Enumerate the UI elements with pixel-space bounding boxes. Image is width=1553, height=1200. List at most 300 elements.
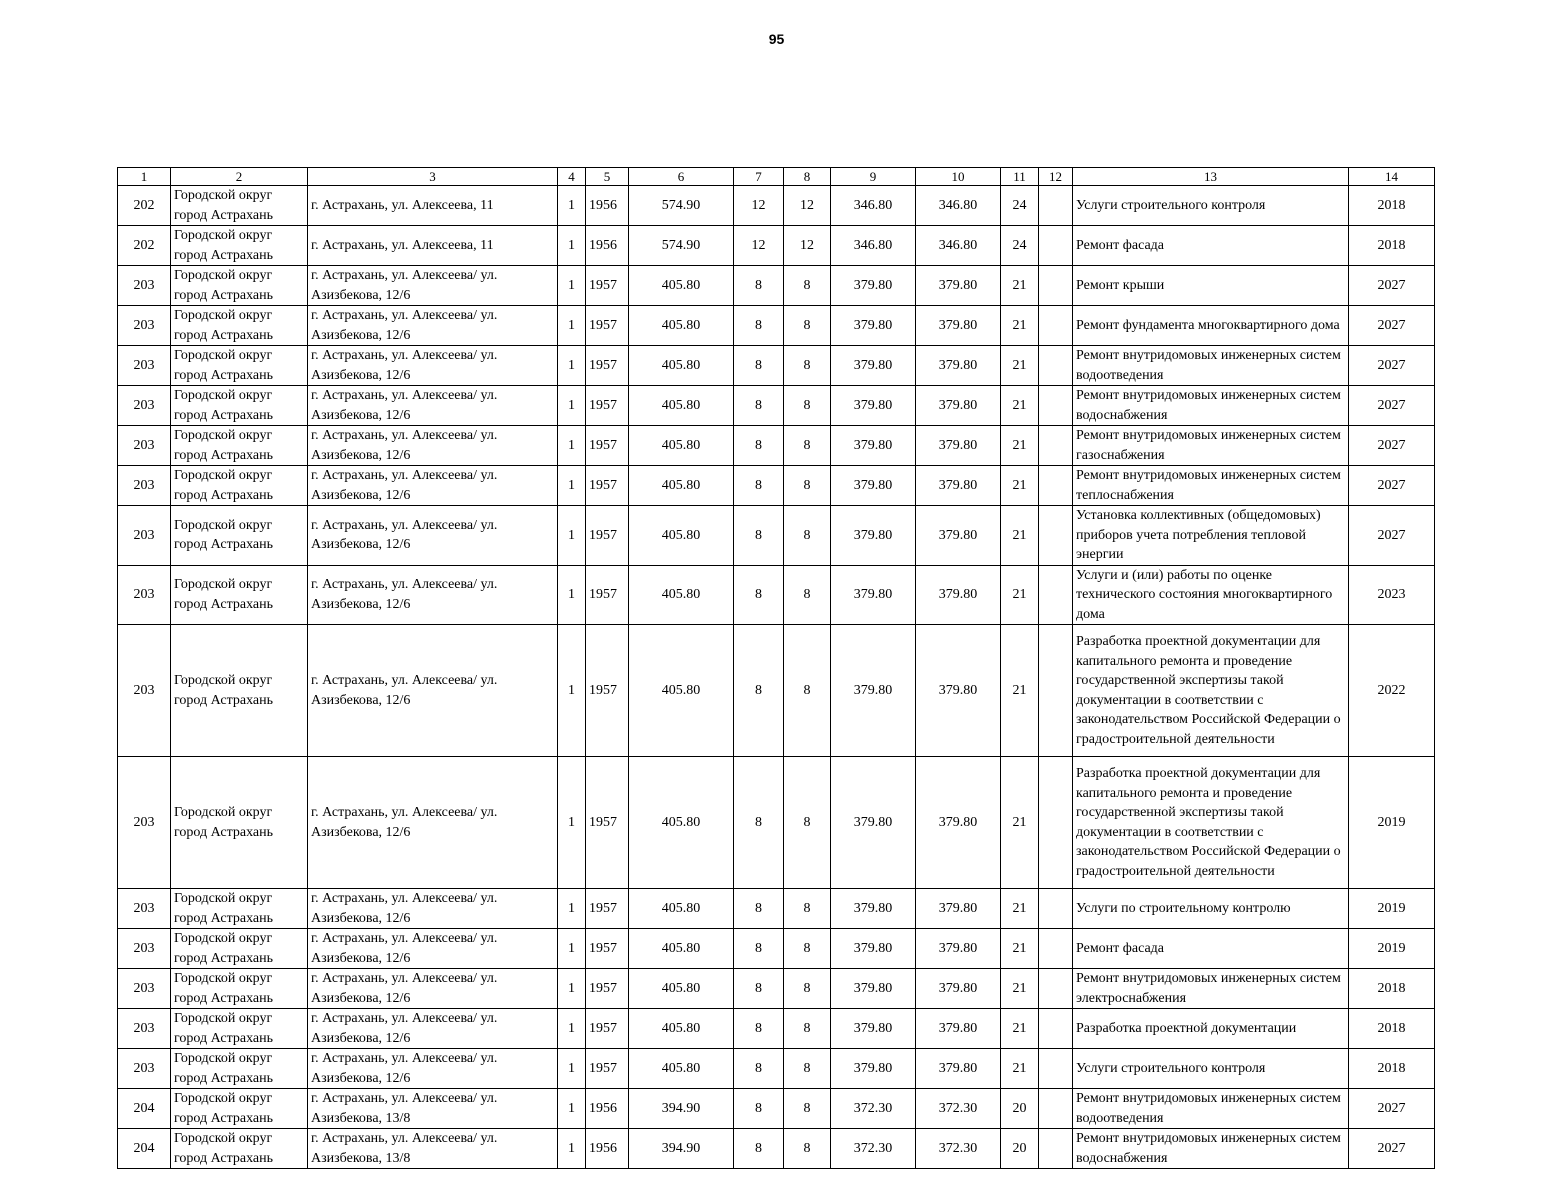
col-8-value: 8: [784, 889, 831, 929]
col-4-value: 1: [558, 969, 586, 1009]
col-12-value: [1039, 929, 1073, 969]
col-7-value: 8: [734, 565, 784, 625]
col-11-value: 21: [1001, 506, 1039, 566]
col-11-value: 21: [1001, 929, 1039, 969]
table-row: [118, 306, 1435, 346]
col-10-value: 379.80: [916, 929, 1001, 969]
address: г. Астрахань, ул. Алексеева/ ул. Азизбекова, 12/6: [308, 1009, 558, 1049]
col-10-value: 379.80: [916, 969, 1001, 1009]
col-7-value: 8: [734, 889, 784, 929]
col-8-value: 8: [784, 565, 831, 625]
municipality: Городской округ город Астрахань: [171, 929, 308, 969]
table-row: [118, 506, 1435, 566]
col-7-value: 8: [734, 1049, 784, 1089]
row-number: 203: [118, 506, 171, 566]
year-built: 1957: [586, 346, 629, 386]
planned-year: 2027: [1349, 1129, 1435, 1169]
header-cell: 6: [629, 168, 734, 186]
col-7-value: 8: [734, 426, 784, 466]
col-12-value: [1039, 346, 1073, 386]
planned-year: 2018: [1349, 186, 1435, 226]
col-4-value: 1: [558, 1009, 586, 1049]
col-8-value: 8: [784, 1049, 831, 1089]
col-11-value: 21: [1001, 1009, 1039, 1049]
col-11-value: 21: [1001, 625, 1039, 757]
planned-year: 2027: [1349, 266, 1435, 306]
table-row: [118, 466, 1435, 506]
table-row: [118, 386, 1435, 426]
col-9-value: 379.80: [831, 929, 916, 969]
row-number: 202: [118, 186, 171, 226]
col-12-value: [1039, 186, 1073, 226]
year-built: 1957: [586, 266, 629, 306]
address: г. Астрахань, ул. Алексеева/ ул. Азизбекова, 12/6: [308, 565, 558, 625]
col-7-value: 8: [734, 969, 784, 1009]
col-9-value: 379.80: [831, 565, 916, 625]
planned-year: 2027: [1349, 346, 1435, 386]
col-6-value: 394.90: [629, 1129, 734, 1169]
municipality: Городской округ город Астрахань: [171, 1129, 308, 1169]
col-4-value: 1: [558, 757, 586, 889]
col-11-value: 24: [1001, 186, 1039, 226]
work-type: Ремонт внутридомовых инженерных систем теплоснабжения: [1073, 466, 1349, 506]
col-8-value: 8: [784, 506, 831, 566]
col-10-value: 346.80: [916, 226, 1001, 266]
col-12-value: [1039, 226, 1073, 266]
municipality: Городской округ город Астрахань: [171, 565, 308, 625]
work-type: Ремонт фасада: [1073, 929, 1349, 969]
col-6-value: 405.80: [629, 929, 734, 969]
table-row: [118, 565, 1435, 625]
year-built: 1957: [586, 306, 629, 346]
col-4-value: 1: [558, 889, 586, 929]
table-row: [118, 929, 1435, 969]
header-cell: 11: [1001, 168, 1039, 186]
planned-year: 2022: [1349, 625, 1435, 757]
col-6-value: 574.90: [629, 226, 734, 266]
col-7-value: 8: [734, 757, 784, 889]
col-6-value: 405.80: [629, 757, 734, 889]
col-10-value: 379.80: [916, 306, 1001, 346]
work-type: Услуги строительного контроля: [1073, 186, 1349, 226]
col-9-value: 379.80: [831, 1049, 916, 1089]
col-8-value: 8: [784, 1129, 831, 1169]
row-number: 203: [118, 969, 171, 1009]
col-4-value: 1: [558, 426, 586, 466]
address: г. Астрахань, ул. Алексеева, 11: [308, 186, 558, 226]
row-number: 202: [118, 226, 171, 266]
col-7-value: 8: [734, 625, 784, 757]
address: г. Астрахань, ул. Алексеева/ ул. Азизбекова, 12/6: [308, 426, 558, 466]
col-6-value: 405.80: [629, 1049, 734, 1089]
work-type: Установка коллективных (общедомовых) приборов учета потребления тепловой энергии: [1073, 506, 1349, 566]
address: г. Астрахань, ул. Алексеева/ ул. Азизбекова, 12/6: [308, 346, 558, 386]
col-4-value: 1: [558, 1049, 586, 1089]
municipality: Городской округ город Астрахань: [171, 346, 308, 386]
row-number: 203: [118, 346, 171, 386]
address: г. Астрахань, ул. Алексеева/ ул. Азизбекова, 12/6: [308, 969, 558, 1009]
col-12-value: [1039, 266, 1073, 306]
year-built: 1957: [586, 1049, 629, 1089]
address: г. Астрахань, ул. Алексеева/ ул. Азизбекова, 12/6: [308, 1049, 558, 1089]
col-12-value: [1039, 889, 1073, 929]
col-6-value: 405.80: [629, 266, 734, 306]
col-12-value: [1039, 306, 1073, 346]
address: г. Астрахань, ул. Алексеева/ ул. Азизбекова, 12/6: [308, 386, 558, 426]
col-7-value: 8: [734, 306, 784, 346]
col-9-value: 379.80: [831, 386, 916, 426]
address: г. Астрахань, ул. Алексеева/ ул. Азизбекова, 13/8: [308, 1089, 558, 1129]
col-11-value: 21: [1001, 266, 1039, 306]
col-7-value: 12: [734, 226, 784, 266]
planned-year: 2019: [1349, 929, 1435, 969]
work-type: Ремонт внутридомовых инженерных систем газоснабжения: [1073, 426, 1349, 466]
planned-year: 2027: [1349, 506, 1435, 566]
col-8-value: 8: [784, 306, 831, 346]
row-number: 203: [118, 565, 171, 625]
table-row: [118, 1049, 1435, 1089]
planned-year: 2018: [1349, 1009, 1435, 1049]
address: г. Астрахань, ул. Алексеева, 11: [308, 226, 558, 266]
header-cell: 8: [784, 168, 831, 186]
col-8-value: 8: [784, 969, 831, 1009]
col-9-value: 379.80: [831, 889, 916, 929]
year-built: 1957: [586, 565, 629, 625]
col-11-value: 21: [1001, 565, 1039, 625]
col-9-value: 346.80: [831, 226, 916, 266]
year-built: 1957: [586, 929, 629, 969]
col-9-value: 379.80: [831, 346, 916, 386]
col-7-value: 8: [734, 466, 784, 506]
table-row: [118, 266, 1435, 306]
year-built: 1956: [586, 1129, 629, 1169]
col-12-value: [1039, 969, 1073, 1009]
header-cell: 9: [831, 168, 916, 186]
year-built: 1957: [586, 506, 629, 566]
col-4-value: 1: [558, 386, 586, 426]
col-4-value: 1: [558, 226, 586, 266]
col-7-value: 8: [734, 1009, 784, 1049]
municipality: Городской округ город Астрахань: [171, 1049, 308, 1089]
col-7-value: 8: [734, 266, 784, 306]
work-type: Ремонт внутридомовых инженерных систем электроснабжения: [1073, 969, 1349, 1009]
planned-year: 2018: [1349, 969, 1435, 1009]
col-10-value: 379.80: [916, 565, 1001, 625]
col-8-value: 8: [784, 346, 831, 386]
municipality: Городской округ город Астрахань: [171, 266, 308, 306]
col-9-value: 379.80: [831, 306, 916, 346]
col-6-value: 405.80: [629, 426, 734, 466]
year-built: 1957: [586, 386, 629, 426]
table-row: [118, 625, 1435, 757]
col-8-value: 8: [784, 426, 831, 466]
col-11-value: 21: [1001, 757, 1039, 889]
col-11-value: 21: [1001, 346, 1039, 386]
col-8-value: 8: [784, 386, 831, 426]
year-built: 1957: [586, 466, 629, 506]
header-cell: 3: [308, 168, 558, 186]
municipality: Городской округ город Астрахань: [171, 625, 308, 757]
col-4-value: 1: [558, 929, 586, 969]
col-10-value: 379.80: [916, 426, 1001, 466]
year-built: 1957: [586, 757, 629, 889]
work-type: Разработка проектной документации: [1073, 1009, 1349, 1049]
row-number: 204: [118, 1089, 171, 1129]
col-8-value: 8: [784, 929, 831, 969]
col-10-value: 379.80: [916, 889, 1001, 929]
col-6-value: 394.90: [629, 1089, 734, 1129]
address: г. Астрахань, ул. Алексеева/ ул. Азизбекова, 13/8: [308, 1129, 558, 1169]
year-built: 1956: [586, 1089, 629, 1129]
table-row: [118, 346, 1435, 386]
work-type: Разработка проектной документации для капитального ремонта и проведение государственной экспертизы такой документации в соответствии с законодательством Российской Федерации о градостроительной деятельности: [1073, 625, 1349, 757]
row-number: 203: [118, 1009, 171, 1049]
col-9-value: 379.80: [831, 506, 916, 566]
col-4-value: 1: [558, 346, 586, 386]
work-type: Услуги и (или) работы по оценке технического состояния многоквартирного дома: [1073, 565, 1349, 625]
table-row: [118, 1089, 1435, 1129]
table-row: [118, 426, 1435, 466]
col-10-value: 379.80: [916, 1009, 1001, 1049]
col-9-value: 379.80: [831, 625, 916, 757]
col-12-value: [1039, 506, 1073, 566]
col-6-value: 405.80: [629, 625, 734, 757]
planned-year: 2027: [1349, 426, 1435, 466]
address: г. Астрахань, ул. Алексеева/ ул. Азизбекова, 12/6: [308, 929, 558, 969]
col-10-value: 379.80: [916, 757, 1001, 889]
col-8-value: 8: [784, 1009, 831, 1049]
col-6-value: 405.80: [629, 565, 734, 625]
col-10-value: 379.80: [916, 1049, 1001, 1089]
col-9-value: 379.80: [831, 1009, 916, 1049]
col-9-value: 379.80: [831, 426, 916, 466]
col-8-value: 8: [784, 266, 831, 306]
table-row: [118, 226, 1435, 266]
year-built: 1957: [586, 1009, 629, 1049]
col-8-value: 12: [784, 226, 831, 266]
col-9-value: 346.80: [831, 186, 916, 226]
planned-year: 2023: [1349, 565, 1435, 625]
municipality: Городской округ город Астрахань: [171, 386, 308, 426]
page-number: 95: [768, 31, 785, 47]
municipality: Городской округ город Астрахань: [171, 426, 308, 466]
row-number: 203: [118, 266, 171, 306]
work-type: Ремонт внутридомовых инженерных систем водоснабжения: [1073, 1129, 1349, 1169]
col-8-value: 8: [784, 625, 831, 757]
planned-year: 2027: [1349, 1089, 1435, 1129]
work-type: Ремонт внутридомовых инженерных систем водоснабжения: [1073, 386, 1349, 426]
col-12-value: [1039, 386, 1073, 426]
year-built: 1957: [586, 625, 629, 757]
table-row: [118, 889, 1435, 929]
row-number: 203: [118, 929, 171, 969]
col-10-value: 379.80: [916, 266, 1001, 306]
row-number: 203: [118, 889, 171, 929]
table-row: [118, 1129, 1435, 1169]
col-6-value: 405.80: [629, 1009, 734, 1049]
work-type: Услуги по строительному контролю: [1073, 889, 1349, 929]
col-12-value: [1039, 757, 1073, 889]
year-built: 1956: [586, 186, 629, 226]
col-12-value: [1039, 1089, 1073, 1129]
col-7-value: 8: [734, 506, 784, 566]
col-10-value: 379.80: [916, 506, 1001, 566]
table-row: [118, 186, 1435, 226]
address: г. Астрахань, ул. Алексеева/ ул. Азизбекова, 12/6: [308, 266, 558, 306]
col-6-value: 405.80: [629, 306, 734, 346]
col-4-value: 1: [558, 1129, 586, 1169]
planned-year: 2027: [1349, 466, 1435, 506]
planned-year: 2019: [1349, 889, 1435, 929]
col-10-value: 346.80: [916, 186, 1001, 226]
col-6-value: 574.90: [629, 186, 734, 226]
planned-year: 2027: [1349, 386, 1435, 426]
row-number: 203: [118, 466, 171, 506]
header-cell: 5: [586, 168, 629, 186]
col-8-value: 8: [784, 1089, 831, 1129]
col-6-value: 405.80: [629, 386, 734, 426]
col-11-value: 21: [1001, 466, 1039, 506]
header-cell: 7: [734, 168, 784, 186]
col-4-value: 1: [558, 506, 586, 566]
year-built: 1957: [586, 969, 629, 1009]
col-10-value: 372.30: [916, 1089, 1001, 1129]
col-12-value: [1039, 426, 1073, 466]
row-number: 203: [118, 625, 171, 757]
municipality: Городской округ город Астрахань: [171, 466, 308, 506]
header-cell: 14: [1349, 168, 1435, 186]
col-6-value: 405.80: [629, 889, 734, 929]
address: г. Астрахань, ул. Алексеева/ ул. Азизбекова, 12/6: [308, 506, 558, 566]
planned-year: 2027: [1349, 306, 1435, 346]
table-row: [118, 969, 1435, 1009]
col-11-value: 20: [1001, 1129, 1039, 1169]
col-4-value: 1: [558, 306, 586, 346]
col-7-value: 12: [734, 186, 784, 226]
col-9-value: 372.30: [831, 1089, 916, 1129]
header-cell: 13: [1073, 168, 1349, 186]
municipality: Городской округ город Астрахань: [171, 1089, 308, 1129]
col-11-value: 20: [1001, 1089, 1039, 1129]
col-10-value: 379.80: [916, 346, 1001, 386]
row-number: 203: [118, 426, 171, 466]
municipality: Городской округ город Астрахань: [171, 226, 308, 266]
row-number: 203: [118, 757, 171, 889]
table-row: [118, 1009, 1435, 1049]
col-12-value: [1039, 625, 1073, 757]
row-number: 203: [118, 386, 171, 426]
col-4-value: 1: [558, 1089, 586, 1129]
municipality: Городской округ город Астрахань: [171, 969, 308, 1009]
work-type: Услуги строительного контроля: [1073, 1049, 1349, 1089]
table-row: [118, 757, 1435, 889]
planned-year: 2018: [1349, 226, 1435, 266]
col-10-value: 372.30: [916, 1129, 1001, 1169]
municipality: Городской округ город Астрахань: [171, 306, 308, 346]
municipality: Городской округ город Астрахань: [171, 1009, 308, 1049]
row-number: 203: [118, 1049, 171, 1089]
col-4-value: 1: [558, 625, 586, 757]
header-cell: 4: [558, 168, 586, 186]
col-12-value: [1039, 1009, 1073, 1049]
col-6-value: 405.80: [629, 506, 734, 566]
col-9-value: 372.30: [831, 1129, 916, 1169]
col-12-value: [1039, 466, 1073, 506]
col-7-value: 8: [734, 1089, 784, 1129]
col-11-value: 21: [1001, 386, 1039, 426]
col-9-value: 379.80: [831, 969, 916, 1009]
address: г. Астрахань, ул. Алексеева/ ул. Азизбекова, 12/6: [308, 625, 558, 757]
col-11-value: 21: [1001, 426, 1039, 466]
col-8-value: 8: [784, 466, 831, 506]
col-10-value: 379.80: [916, 625, 1001, 757]
row-number: 204: [118, 1129, 171, 1169]
col-4-value: 1: [558, 466, 586, 506]
work-type: Ремонт фасада: [1073, 226, 1349, 266]
col-9-value: 379.80: [831, 757, 916, 889]
col-11-value: 21: [1001, 1049, 1039, 1089]
header-cell: 2: [171, 168, 308, 186]
year-built: 1957: [586, 889, 629, 929]
col-6-value: 405.80: [629, 969, 734, 1009]
col-4-value: 1: [558, 565, 586, 625]
col-6-value: 405.80: [629, 346, 734, 386]
work-type: Ремонт фундамента многоквартирного дома: [1073, 306, 1349, 346]
col-6-value: 405.80: [629, 466, 734, 506]
address: г. Астрахань, ул. Алексеева/ ул. Азизбекова, 12/6: [308, 466, 558, 506]
col-7-value: 8: [734, 1129, 784, 1169]
col-9-value: 379.80: [831, 266, 916, 306]
col-11-value: 21: [1001, 889, 1039, 929]
col-11-value: 24: [1001, 226, 1039, 266]
col-11-value: 21: [1001, 969, 1039, 1009]
work-type: Ремонт внутридомовых инженерных систем водоотведения: [1073, 346, 1349, 386]
col-10-value: 379.80: [916, 466, 1001, 506]
row-number: 203: [118, 306, 171, 346]
col-8-value: 8: [784, 757, 831, 889]
planned-year: 2019: [1349, 757, 1435, 889]
col-12-value: [1039, 565, 1073, 625]
col-12-value: [1039, 1129, 1073, 1169]
year-built: 1956: [586, 226, 629, 266]
year-built: 1957: [586, 426, 629, 466]
col-7-value: 8: [734, 929, 784, 969]
planned-year: 2018: [1349, 1049, 1435, 1089]
col-7-value: 8: [734, 346, 784, 386]
capital-repair-table: [117, 167, 1435, 1169]
col-11-value: 21: [1001, 306, 1039, 346]
work-type: Разработка проектной документации для капитального ремонта и проведение государственной экспертизы такой документации в соответствии с законодательством Российской Федерации о градостроительной деятельности: [1073, 757, 1349, 889]
col-4-value: 1: [558, 186, 586, 226]
col-12-value: [1039, 1049, 1073, 1089]
col-10-value: 379.80: [916, 386, 1001, 426]
col-4-value: 1: [558, 266, 586, 306]
address: г. Астрахань, ул. Алексеева/ ул. Азизбекова, 12/6: [308, 889, 558, 929]
header-cell: 12: [1039, 168, 1073, 186]
municipality: Городской округ город Астрахань: [171, 757, 308, 889]
work-type: Ремонт крыши: [1073, 266, 1349, 306]
work-type: Ремонт внутридомовых инженерных систем водоотведения: [1073, 1089, 1349, 1129]
municipality: Городской округ город Астрахань: [171, 889, 308, 929]
col-8-value: 12: [784, 186, 831, 226]
header-cell: 10: [916, 168, 1001, 186]
header-cell: 1: [118, 168, 171, 186]
col-9-value: 379.80: [831, 466, 916, 506]
municipality: Городской округ город Астрахань: [171, 186, 308, 226]
address: г. Астрахань, ул. Алексеева/ ул. Азизбекова, 12/6: [308, 757, 558, 889]
column-number-header-row: [118, 168, 1435, 186]
address: г. Астрахань, ул. Алексеева/ ул. Азизбекова, 12/6: [308, 306, 558, 346]
